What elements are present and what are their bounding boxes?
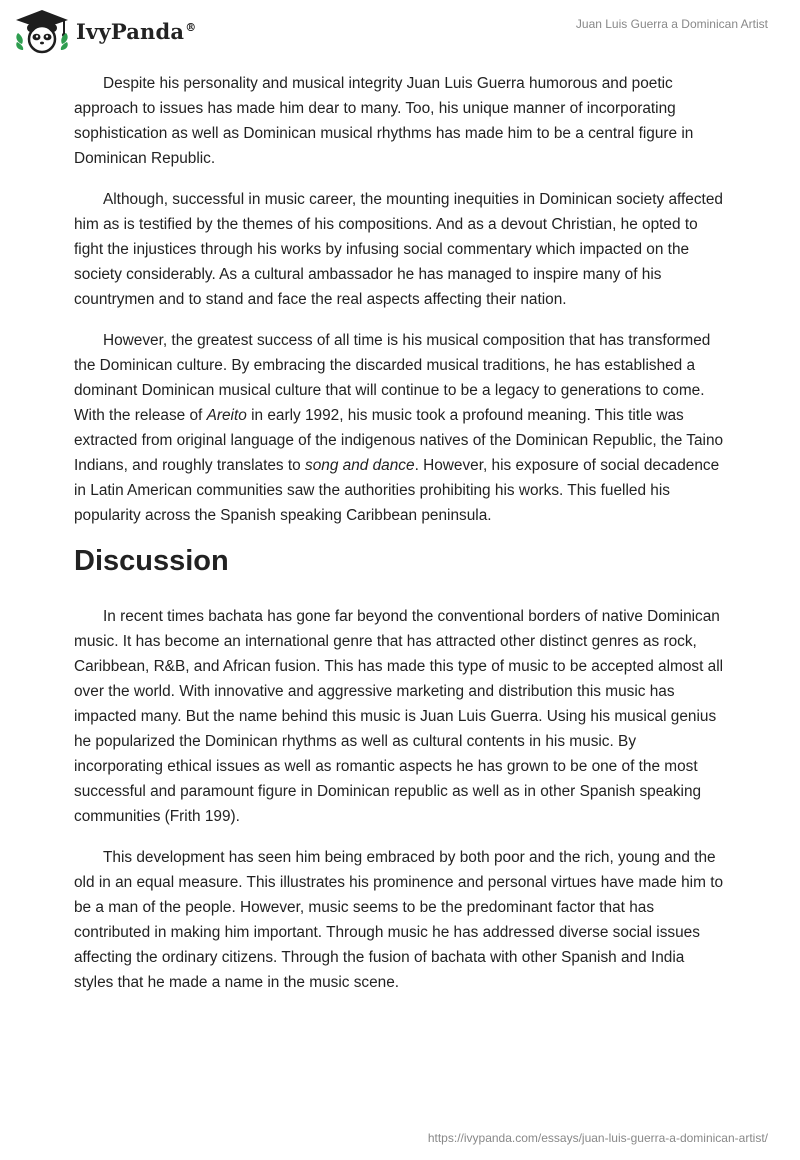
brand-name-text: IvyPanda bbox=[76, 18, 185, 44]
source-url-link[interactable]: https://ivypanda.com/essays/juan-luis-guerra-a-dominican-artist/ bbox=[427, 1131, 768, 1145]
document-title: Juan Luis Guerra a Dominican Artist bbox=[575, 17, 768, 31]
paragraph-4: In recent times bachata has gone far beyond the conventional borders of native Dominican music. It has become an international genre that has attracted other distinct genres as rock, Caribbean, R&B, and African fusion. This has made this type of music to be accepted almost all over the world. With innovative and aggressive marketing and distribution this music has impacted many. But the name behind this music is Juan Luis Guerra. Using his musical genius he popularized the Dominican rhythms as well as cultural contents in his music. By incorporating ethical issues as well as romantic aspects he has grown to be one of the most successful and paramount figure in Dominican republic as well as in other Spanish speaking communities (Frith 199). bbox=[74, 608, 724, 825]
registered-mark: ® bbox=[185, 20, 197, 34]
paragraph-5: This development has seen him being embraced by both poor and the rich, young and the old in an equal measure. This illustrates his prominence and personal virtues have made him to be a man of the people. However, music seems to be the predominant factor that has contributed in making him important. Through music he has addressed diverse social issues affecting the ordinary citizens. Through the fusion of bachata with other Spanish and India styles that he made a name in the music scene. bbox=[74, 849, 724, 991]
paragraph-3-text-e: . However, his exposure of social decadence in Latin American communities saw the authorities prohibiting his works. This fuelled his popularity across the Spanish speaking Caribbean peninsula. bbox=[74, 457, 720, 524]
album-title-areito: Areito bbox=[206, 407, 247, 424]
essay-body bbox=[74, 71, 724, 1011]
brand-name bbox=[76, 19, 196, 44]
paragraph-3-text-c: in early 1992, his music took a profound meaning. This title was extracted from original language of the indigenous natives of the Dominican Republic, the Taino Indians, and roughly translates to bbox=[74, 407, 724, 474]
section-heading-discussion: Discussion bbox=[74, 545, 229, 577]
page-header bbox=[0, 0, 800, 64]
paragraph-1: Despite his personality and musical integrity Juan Luis Guerra humorous and poetic approach to issues has made him dear to many. Too, his unique manner of incorporating sophistication as well as Dominican musical rhythms has made him to be a central figure in Dominican Republic. bbox=[74, 75, 694, 167]
paragraph-2: Although, successful in music career, the mounting inequities in Dominican society affected him as is testified by the themes of his compositions. And as a devout Christian, he opted to fight the injustices through his works by infusing social commentary which impacted on the society considerably. As a cultural ambassador he has managed to inspire many of his countrymen and to stand and face the real aspects affecting their nation. bbox=[74, 191, 723, 308]
panda-graduate-icon bbox=[14, 8, 70, 54]
paragraph-3 bbox=[74, 328, 724, 528]
brand-logo[interactable] bbox=[14, 8, 196, 54]
paragraph-3-text-a: However, the greatest success of all time is his musical composition that has transformed the Dominican culture. By embracing the discarded musical traditions, he has established a dominant Dominican musical culture that will continue to be a legacy to generations to come. With the release of bbox=[74, 332, 711, 424]
translation-song-and-dance: song and dance bbox=[305, 457, 415, 474]
